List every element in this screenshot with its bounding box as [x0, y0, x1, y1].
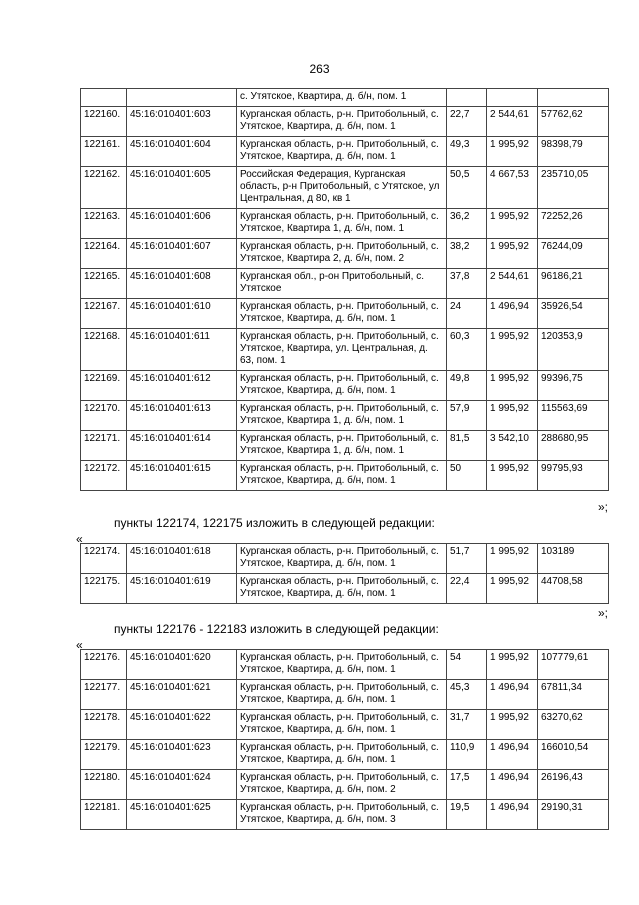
registry-table-3: [80, 649, 609, 830]
address-cell: Курганская область, р-н. Притобольный, с. Утятское, Квартира 1, д. б/н, пом. 1: [237, 209, 447, 239]
area-cell: [447, 89, 487, 107]
unit-value-cell: 2 544,61: [487, 269, 538, 299]
area-cell: 81,5: [447, 431, 487, 461]
cadastral-number-cell: 45:16:010401:603: [127, 107, 237, 137]
address-cell: Курганская область, р-н. Притобольный, с. Утятское, Квартира, д. б/н, пом. 1: [237, 680, 447, 710]
unit-value-cell: 1 496,94: [487, 740, 538, 770]
unit-value-cell: 1 995,92: [487, 329, 538, 371]
table-row: [81, 800, 609, 830]
cadastral-number-cell: 45:16:010401:615: [127, 461, 237, 491]
area-cell: 38,2: [447, 239, 487, 269]
address-cell: Курганская область, р-н. Притобольный, с. Утятское, Квартира, ул. Центральная, д. 63, пом. 1: [237, 329, 447, 371]
area-cell: 50: [447, 461, 487, 491]
item-number-cell: 122177.: [81, 680, 127, 710]
amendment-instruction-2: пункты 122176 - 122183 изложить в следующей редакции:: [114, 622, 439, 636]
opening-quote-1: «: [76, 532, 83, 546]
table-row: [81, 239, 609, 269]
cadastral-value-cell: 72252,26: [538, 209, 609, 239]
cadastral-number-cell: 45:16:010401:618: [127, 544, 237, 574]
unit-value-cell: 1 995,92: [487, 239, 538, 269]
table-row: [81, 107, 609, 137]
cadastral-value-cell: 107779,61: [538, 650, 609, 680]
table-row: [81, 710, 609, 740]
area-cell: 22,4: [447, 574, 487, 604]
cadastral-value-cell: 120353,9: [538, 329, 609, 371]
cadastral-value-cell: 115563,69: [538, 401, 609, 431]
unit-value-cell: [487, 89, 538, 107]
area-cell: 36,2: [447, 209, 487, 239]
table-row: [81, 461, 609, 491]
area-cell: 22,7: [447, 107, 487, 137]
cadastral-number-cell: 45:16:010401:614: [127, 431, 237, 461]
table-row: [81, 650, 609, 680]
address-cell: Курганская обл., р-он Притобольный, с. Утятское: [237, 269, 447, 299]
table-row: [81, 89, 609, 107]
cadastral-number-cell: 45:16:010401:610: [127, 299, 237, 329]
item-number-cell: 122160.: [81, 107, 127, 137]
cadastral-value-cell: 99795,93: [538, 461, 609, 491]
item-number-cell: 122168.: [81, 329, 127, 371]
cadastral-number-cell: 45:16:010401:625: [127, 800, 237, 830]
cadastral-value-cell: 57762,62: [538, 107, 609, 137]
cadastral-number-cell: [127, 89, 237, 107]
address-cell: Курганская область, р-н. Притобольный, с. Утятское, Квартира, д. б/н, пом. 1: [237, 544, 447, 574]
unit-value-cell: 1 496,94: [487, 800, 538, 830]
table-row: [81, 680, 609, 710]
address-cell: Курганская область, р-н. Притобольный, с. Утятское, Квартира, д. б/н, пом. 1: [237, 740, 447, 770]
cadastral-value-cell: 44708,58: [538, 574, 609, 604]
table-row: [81, 574, 609, 604]
area-cell: 57,9: [447, 401, 487, 431]
area-cell: 45,3: [447, 680, 487, 710]
unit-value-cell: 1 995,92: [487, 401, 538, 431]
address-cell: с. Утятское, Квартира, д. б/н, пом. 1: [237, 89, 447, 107]
item-number-cell: 122181.: [81, 800, 127, 830]
table-row: [81, 740, 609, 770]
cadastral-value-cell: 96186,21: [538, 269, 609, 299]
closing-quote-1: »;: [597, 500, 608, 514]
cadastral-value-cell: 26196,43: [538, 770, 609, 800]
cadastral-value-cell: 103189: [538, 544, 609, 574]
table-row: [81, 167, 609, 209]
cadastral-number-cell: 45:16:010401:623: [127, 740, 237, 770]
item-number-cell: 122162.: [81, 167, 127, 209]
area-cell: 50,5: [447, 167, 487, 209]
table-row: [81, 371, 609, 401]
registry-table-1: [80, 88, 609, 491]
cadastral-value-cell: 166010,54: [538, 740, 609, 770]
address-cell: Курганская область, р-н. Притобольный, с. Утятское, Квартира, д. б/н, пом. 1: [237, 461, 447, 491]
area-cell: 17,5: [447, 770, 487, 800]
cadastral-number-cell: 45:16:010401:605: [127, 167, 237, 209]
cadastral-number-cell: 45:16:010401:608: [127, 269, 237, 299]
address-cell: Курганская область, р-н. Притобольный, с. Утятское, Квартира, д. б/н, пом. 3: [237, 800, 447, 830]
table-row: [81, 137, 609, 167]
address-cell: Курганская область, р-н. Притобольный, с. Утятское, Квартира, д. б/н, пом. 1: [237, 650, 447, 680]
table-row: [81, 209, 609, 239]
item-number-cell: 122175.: [81, 574, 127, 604]
area-cell: 49,8: [447, 371, 487, 401]
area-cell: 60,3: [447, 329, 487, 371]
unit-value-cell: 1 995,92: [487, 461, 538, 491]
cadastral-number-cell: 45:16:010401:604: [127, 137, 237, 167]
table-row: [81, 269, 609, 299]
address-cell: Курганская область, р-н. Притобольный, с. Утятское, Квартира 1, д. б/н, пом. 1: [237, 431, 447, 461]
item-number-cell: 122174.: [81, 544, 127, 574]
cadastral-value-cell: 98398,79: [538, 137, 609, 167]
table-row: [81, 431, 609, 461]
cadastral-value-cell: 76244,09: [538, 239, 609, 269]
address-cell: Российская Федерация, Курганская область, р-н Притобольный, с Утятское, ул Центральная, д 80, кв 1: [237, 167, 447, 209]
page-number: 263: [309, 62, 330, 76]
cadastral-number-cell: 45:16:010401:619: [127, 574, 237, 604]
item-number-cell: 122163.: [81, 209, 127, 239]
item-number-cell: 122179.: [81, 740, 127, 770]
area-cell: 37,8: [447, 269, 487, 299]
item-number-cell: 122161.: [81, 137, 127, 167]
item-number-cell: 122180.: [81, 770, 127, 800]
area-cell: 49,3: [447, 137, 487, 167]
cadastral-number-cell: 45:16:010401:620: [127, 650, 237, 680]
address-cell: Курганская область, р-н. Притобольный, с. Утятское, Квартира, д. б/н, пом. 1: [237, 371, 447, 401]
item-number-cell: 122170.: [81, 401, 127, 431]
item-number-cell: 122172.: [81, 461, 127, 491]
unit-value-cell: 2 544,61: [487, 107, 538, 137]
address-cell: Курганская область, р-н. Притобольный, с. Утятское, Квартира 1, д. б/н, пом. 1: [237, 401, 447, 431]
unit-value-cell: 1 995,92: [487, 371, 538, 401]
unit-value-cell: 3 542,10: [487, 431, 538, 461]
cadastral-value-cell: 288680,95: [538, 431, 609, 461]
unit-value-cell: 1 496,94: [487, 299, 538, 329]
cadastral-value-cell: 67811,34: [538, 680, 609, 710]
address-cell: Курганская область, р-н. Притобольный, с. Утятское, Квартира, д. б/н, пом. 1: [237, 137, 447, 167]
area-cell: 54: [447, 650, 487, 680]
cadastral-number-cell: 45:16:010401:624: [127, 770, 237, 800]
unit-value-cell: 1 995,92: [487, 710, 538, 740]
unit-value-cell: 1 995,92: [487, 650, 538, 680]
table-row: [81, 329, 609, 371]
cadastral-number-cell: 45:16:010401:606: [127, 209, 237, 239]
cadastral-number-cell: 45:16:010401:622: [127, 710, 237, 740]
unit-value-cell: 1 995,92: [487, 209, 538, 239]
area-cell: 31,7: [447, 710, 487, 740]
unit-value-cell: 1 995,92: [487, 574, 538, 604]
cadastral-value-cell: 29190,31: [538, 800, 609, 830]
address-cell: Курганская область, р-н. Притобольный, с. Утятское, Квартира, д. б/н, пом. 2: [237, 770, 447, 800]
area-cell: 24: [447, 299, 487, 329]
item-number-cell: 122171.: [81, 431, 127, 461]
unit-value-cell: 1 496,94: [487, 770, 538, 800]
table-row: [81, 770, 609, 800]
address-cell: Курганская область, р-н. Притобольный, с. Утятское, Квартира 2, д. б/н, пом. 2: [237, 239, 447, 269]
cadastral-number-cell: 45:16:010401:612: [127, 371, 237, 401]
cadastral-number-cell: 45:16:010401:621: [127, 680, 237, 710]
cadastral-value-cell: [538, 89, 609, 107]
address-cell: Курганская область, р-н. Притобольный, с. Утятское, Квартира, д. б/н, пом. 1: [237, 710, 447, 740]
unit-value-cell: 4 667,53: [487, 167, 538, 209]
cadastral-value-cell: 99396,75: [538, 371, 609, 401]
cadastral-number-cell: 45:16:010401:613: [127, 401, 237, 431]
cadastral-number-cell: 45:16:010401:607: [127, 239, 237, 269]
cadastral-value-cell: 235710,05: [538, 167, 609, 209]
item-number-cell: 122178.: [81, 710, 127, 740]
cadastral-value-cell: 35926,54: [538, 299, 609, 329]
cadastral-number-cell: 45:16:010401:611: [127, 329, 237, 371]
item-number-cell: 122165.: [81, 269, 127, 299]
item-number-cell: 122167.: [81, 299, 127, 329]
opening-quote-2: «: [76, 638, 83, 652]
registry-table-2: [80, 543, 609, 604]
area-cell: 51,7: [447, 544, 487, 574]
item-number-cell: [81, 89, 127, 107]
item-number-cell: 122176.: [81, 650, 127, 680]
closing-quote-2: »;: [597, 606, 608, 620]
table-row: [81, 299, 609, 329]
address-cell: Курганская область, р-н. Притобольный, с. Утятское, Квартира, д. б/н, пом. 1: [237, 574, 447, 604]
amendment-instruction-1: пункты 122174, 122175 изложить в следующей редакции:: [114, 516, 435, 530]
unit-value-cell: 1 995,92: [487, 544, 538, 574]
item-number-cell: 122164.: [81, 239, 127, 269]
address-cell: Курганская область, р-н. Притобольный, с. Утятское, Квартира, д. б/н, пом. 1: [237, 299, 447, 329]
table-row: [81, 401, 609, 431]
item-number-cell: 122169.: [81, 371, 127, 401]
area-cell: 19,5: [447, 800, 487, 830]
address-cell: Курганская область, р-н. Притобольный, с. Утятское, Квартира, д. б/н, пом. 1: [237, 107, 447, 137]
unit-value-cell: 1 496,94: [487, 680, 538, 710]
unit-value-cell: 1 995,92: [487, 137, 538, 167]
cadastral-value-cell: 63270,62: [538, 710, 609, 740]
table-row: [81, 544, 609, 574]
area-cell: 110,9: [447, 740, 487, 770]
